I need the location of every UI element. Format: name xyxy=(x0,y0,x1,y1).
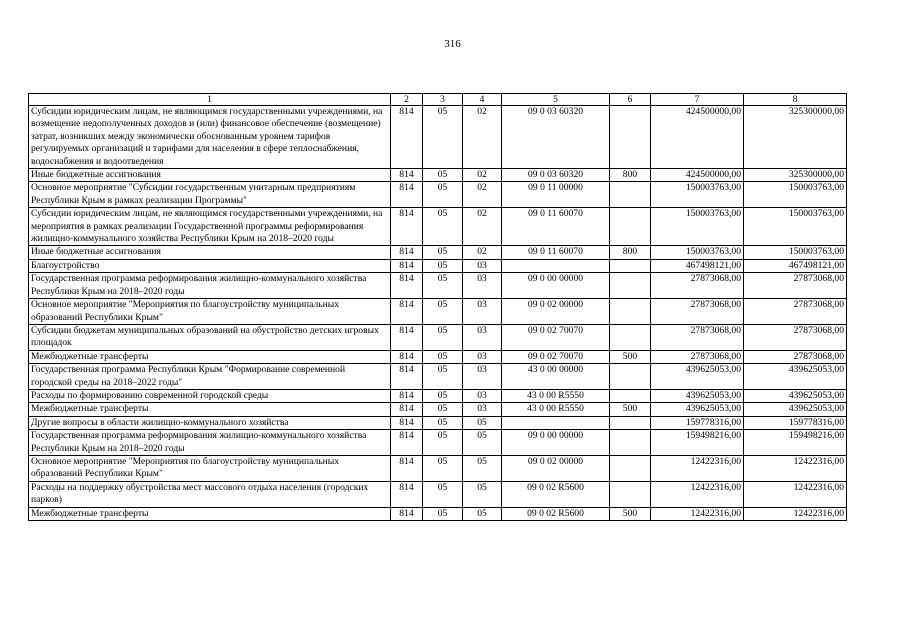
amount-year2-cell: 325300000,00 xyxy=(744,169,847,182)
target-code-cell: 09 0 02 70070 xyxy=(502,350,610,363)
amount-year1-cell: 439625053,00 xyxy=(651,403,744,416)
section-code-cell: 05 xyxy=(423,507,463,520)
amount-year1-cell: 150003763,00 xyxy=(651,246,744,259)
expense-type-cell xyxy=(610,208,651,246)
amount-year2-cell: 439625053,00 xyxy=(744,389,847,402)
amount-year2-cell: 467498121,00 xyxy=(744,259,847,272)
amount-year1-cell: 150003763,00 xyxy=(651,208,744,246)
subsection-code-cell: 03 xyxy=(463,350,502,363)
amount-year1-cell: 159498216,00 xyxy=(651,430,744,456)
expense-type-cell: 500 xyxy=(610,350,651,363)
subsection-code-cell: 03 xyxy=(463,259,502,272)
admin-code-cell: 814 xyxy=(391,273,423,299)
expense-type-cell xyxy=(610,324,651,350)
target-code-cell: 09 0 02 00000 xyxy=(502,455,610,481)
section-code-cell: 05 xyxy=(423,208,463,246)
section-code-cell: 05 xyxy=(423,430,463,456)
subsection-code-cell: 05 xyxy=(463,416,502,429)
admin-code-cell: 814 xyxy=(391,389,423,402)
table-row xyxy=(29,299,847,325)
subsection-code-cell: 03 xyxy=(463,403,502,416)
amount-year2-cell: 27873068,00 xyxy=(744,324,847,350)
amount-year1-cell: 12422316,00 xyxy=(651,481,744,507)
admin-code-cell: 814 xyxy=(391,182,423,208)
column-header: 5 xyxy=(502,94,610,106)
amount-year2-cell: 150003763,00 xyxy=(744,246,847,259)
table-row xyxy=(29,273,847,299)
table-row xyxy=(29,481,847,507)
row-name-cell: Основное мероприятие "Мероприятия по благоустройству муниципальных образований Республики Крым" xyxy=(29,299,391,325)
section-code-cell: 05 xyxy=(423,259,463,272)
admin-code-cell: 814 xyxy=(391,481,423,507)
target-code-cell: 43 0 00 R5550 xyxy=(502,403,610,416)
section-code-cell: 05 xyxy=(423,324,463,350)
amount-year2-cell: 150003763,00 xyxy=(744,182,847,208)
amount-year1-cell: 12422316,00 xyxy=(651,455,744,481)
admin-code-cell: 814 xyxy=(391,324,423,350)
admin-code-cell: 814 xyxy=(391,208,423,246)
admin-code-cell: 814 xyxy=(391,299,423,325)
row-name-cell: Благоустройство xyxy=(29,259,391,272)
amount-year2-cell: 439625053,00 xyxy=(744,403,847,416)
section-code-cell: 05 xyxy=(423,273,463,299)
subsection-code-cell: 03 xyxy=(463,389,502,402)
row-name-cell: Расходы по формированию современной городской среды xyxy=(29,389,391,402)
admin-code-cell: 814 xyxy=(391,455,423,481)
amount-year2-cell: 27873068,00 xyxy=(744,350,847,363)
column-header: 2 xyxy=(391,94,423,106)
section-code-cell: 05 xyxy=(423,299,463,325)
target-code-cell: 09 0 00 00000 xyxy=(502,430,610,456)
amount-year2-cell: 159778316,00 xyxy=(744,416,847,429)
target-code-cell: 43 0 00 R5550 xyxy=(502,389,610,402)
expense-type-cell xyxy=(610,364,651,390)
target-code-cell: 09 0 00 00000 xyxy=(502,273,610,299)
table-row xyxy=(29,416,847,429)
subsection-code-cell: 02 xyxy=(463,169,502,182)
row-name-cell: Основное мероприятие "Мероприятия по благоустройству муниципальных образований Республики Крым" xyxy=(29,455,391,481)
admin-code-cell: 814 xyxy=(391,507,423,520)
admin-code-cell: 814 xyxy=(391,430,423,456)
row-name-cell: Межбюджетные трансферты xyxy=(29,507,391,520)
row-name-cell: Расходы на поддержку обустройства мест массового отдыха населения (городских парков) xyxy=(29,481,391,507)
table-row xyxy=(29,403,847,416)
table-row xyxy=(29,455,847,481)
table-row xyxy=(29,324,847,350)
column-header: 8 xyxy=(744,94,847,106)
subsection-code-cell: 05 xyxy=(463,507,502,520)
expense-type-cell xyxy=(610,455,651,481)
amount-year2-cell: 27873068,00 xyxy=(744,299,847,325)
section-code-cell: 05 xyxy=(423,246,463,259)
target-code-cell: 09 0 11 00000 xyxy=(502,182,610,208)
expense-type-cell: 500 xyxy=(610,403,651,416)
target-code-cell xyxy=(502,416,610,429)
amount-year2-cell: 12422316,00 xyxy=(744,507,847,520)
admin-code-cell: 814 xyxy=(391,403,423,416)
row-name-cell: Иные бюджетные ассигнования xyxy=(29,246,391,259)
table-row xyxy=(29,208,847,246)
table-row xyxy=(29,246,847,259)
subsection-code-cell: 03 xyxy=(463,324,502,350)
section-code-cell: 05 xyxy=(423,182,463,208)
target-code-cell: 09 0 11 60070 xyxy=(502,208,610,246)
table-row xyxy=(29,350,847,363)
admin-code-cell: 814 xyxy=(391,169,423,182)
target-code-cell: 09 0 02 00000 xyxy=(502,299,610,325)
admin-code-cell: 814 xyxy=(391,416,423,429)
expense-type-cell xyxy=(610,299,651,325)
target-code-cell: 09 0 02 R5600 xyxy=(502,481,610,507)
expense-type-cell xyxy=(610,259,651,272)
target-code-cell: 09 0 03 60320 xyxy=(502,106,610,169)
expense-type-cell: 800 xyxy=(610,169,651,182)
section-code-cell: 05 xyxy=(423,403,463,416)
row-name-cell: Иные бюджетные ассигнования xyxy=(29,169,391,182)
section-code-cell: 05 xyxy=(423,364,463,390)
amount-year1-cell: 424500000,00 xyxy=(651,106,744,169)
target-code-cell: 09 0 11 60070 xyxy=(502,246,610,259)
column-header: 3 xyxy=(423,94,463,106)
expense-type-cell: 800 xyxy=(610,246,651,259)
table-row xyxy=(29,259,847,272)
amount-year1-cell: 150003763,00 xyxy=(651,182,744,208)
amount-year1-cell: 27873068,00 xyxy=(651,273,744,299)
amount-year1-cell: 27873068,00 xyxy=(651,299,744,325)
expense-type-cell xyxy=(610,106,651,169)
target-code-cell: 09 0 02 70070 xyxy=(502,324,610,350)
page-number: 316 xyxy=(444,38,461,50)
amount-year2-cell: 12422316,00 xyxy=(744,481,847,507)
amount-year1-cell: 12422316,00 xyxy=(651,507,744,520)
admin-code-cell: 814 xyxy=(391,350,423,363)
row-name-cell: Субсидии бюджетам муниципальных образований на обустройство детских игровых площадок xyxy=(29,324,391,350)
row-name-cell: Субсидии юридическим лицам, не являющимся государственными учреждениями, на возмещение недополученных доходов и (или) финансовое обеспечение (возмещение) затрат, возникших между экономически обоснованным уровнем тарифов регулируемых организаций и тарифами для населения в сфере теплоснабжения, водоснабжения и водоотведения xyxy=(29,106,391,169)
subsection-code-cell: 02 xyxy=(463,208,502,246)
column-header: 6 xyxy=(610,94,651,106)
amount-year2-cell: 150003763,00 xyxy=(744,208,847,246)
expense-type-cell xyxy=(610,430,651,456)
expense-type-cell xyxy=(610,389,651,402)
section-code-cell: 05 xyxy=(423,389,463,402)
target-code-cell: 09 0 03 60320 xyxy=(502,169,610,182)
subsection-code-cell: 02 xyxy=(463,182,502,208)
amount-year2-cell: 439625053,00 xyxy=(744,364,847,390)
amount-year1-cell: 424500000,00 xyxy=(651,169,744,182)
row-name-cell: Субсидии юридическим лицам, не являющимся государственными учреждениями, на мероприятия в рамках реализации Государственной программы реформирования жилищно-коммунального хозяйства Республики Крым на 2018–2020 годы xyxy=(29,208,391,246)
subsection-code-cell: 02 xyxy=(463,246,502,259)
target-code-cell: 09 0 02 R5600 xyxy=(502,507,610,520)
column-header: 7 xyxy=(651,94,744,106)
admin-code-cell: 814 xyxy=(391,246,423,259)
subsection-code-cell: 03 xyxy=(463,299,502,325)
amount-year1-cell: 439625053,00 xyxy=(651,364,744,390)
row-name-cell: Межбюджетные трансферты xyxy=(29,350,391,363)
amount-year1-cell: 439625053,00 xyxy=(651,389,744,402)
subsection-code-cell: 02 xyxy=(463,106,502,169)
row-name-cell: Государственная программа Республики Крым "Формирование современной городской среды на 2018–2022 годы" xyxy=(29,364,391,390)
table-row xyxy=(29,364,847,390)
table-row xyxy=(29,507,847,520)
row-name-cell: Государственная программа реформирования жилищно-коммунального хозяйства Республики Крым на 2018–2020 годы xyxy=(29,273,391,299)
table-row xyxy=(29,389,847,402)
section-code-cell: 05 xyxy=(423,106,463,169)
amount-year2-cell: 27873068,00 xyxy=(744,273,847,299)
target-code-cell xyxy=(502,259,610,272)
expense-type-cell xyxy=(610,182,651,208)
expense-type-cell xyxy=(610,481,651,507)
row-name-cell: Основное мероприятие "Субсидии государственным унитарным предприятиям Республики Крым в рамках реализации Программы" xyxy=(29,182,391,208)
row-name-cell: Межбюджетные трансферты xyxy=(29,403,391,416)
column-header: 1 xyxy=(29,94,391,106)
section-code-cell: 05 xyxy=(423,169,463,182)
subsection-code-cell: 03 xyxy=(463,364,502,390)
subsection-code-cell: 05 xyxy=(463,481,502,507)
section-code-cell: 05 xyxy=(423,481,463,507)
admin-code-cell: 814 xyxy=(391,364,423,390)
admin-code-cell: 814 xyxy=(391,259,423,272)
row-name-cell: Государственная программа реформирования жилищно-коммунального хозяйства Республики Крым на 2018–2020 годы xyxy=(29,430,391,456)
section-code-cell: 05 xyxy=(423,455,463,481)
column-header: 4 xyxy=(463,94,502,106)
expense-type-cell xyxy=(610,416,651,429)
target-code-cell: 43 0 00 00000 xyxy=(502,364,610,390)
row-name-cell: Другие вопросы в области жилищно-коммунального хозяйства xyxy=(29,416,391,429)
subsection-code-cell: 03 xyxy=(463,273,502,299)
amount-year2-cell: 159498216,00 xyxy=(744,430,847,456)
expense-type-cell: 500 xyxy=(610,507,651,520)
table-row xyxy=(29,430,847,456)
subsection-code-cell: 05 xyxy=(463,455,502,481)
amount-year2-cell: 325300000,00 xyxy=(744,106,847,169)
section-code-cell: 05 xyxy=(423,350,463,363)
subsection-code-cell: 05 xyxy=(463,430,502,456)
amount-year1-cell: 27873068,00 xyxy=(651,324,744,350)
section-code-cell: 05 xyxy=(423,416,463,429)
amount-year2-cell: 12422316,00 xyxy=(744,455,847,481)
table-row xyxy=(29,106,847,169)
expense-type-cell xyxy=(610,273,651,299)
admin-code-cell: 814 xyxy=(391,106,423,169)
amount-year1-cell: 159778316,00 xyxy=(651,416,744,429)
table-row xyxy=(29,182,847,208)
table-row xyxy=(29,169,847,182)
table-body xyxy=(29,106,847,521)
amount-year1-cell: 27873068,00 xyxy=(651,350,744,363)
column-number-row xyxy=(29,94,847,106)
budget-table xyxy=(28,93,847,521)
amount-year1-cell: 467498121,00 xyxy=(651,259,744,272)
